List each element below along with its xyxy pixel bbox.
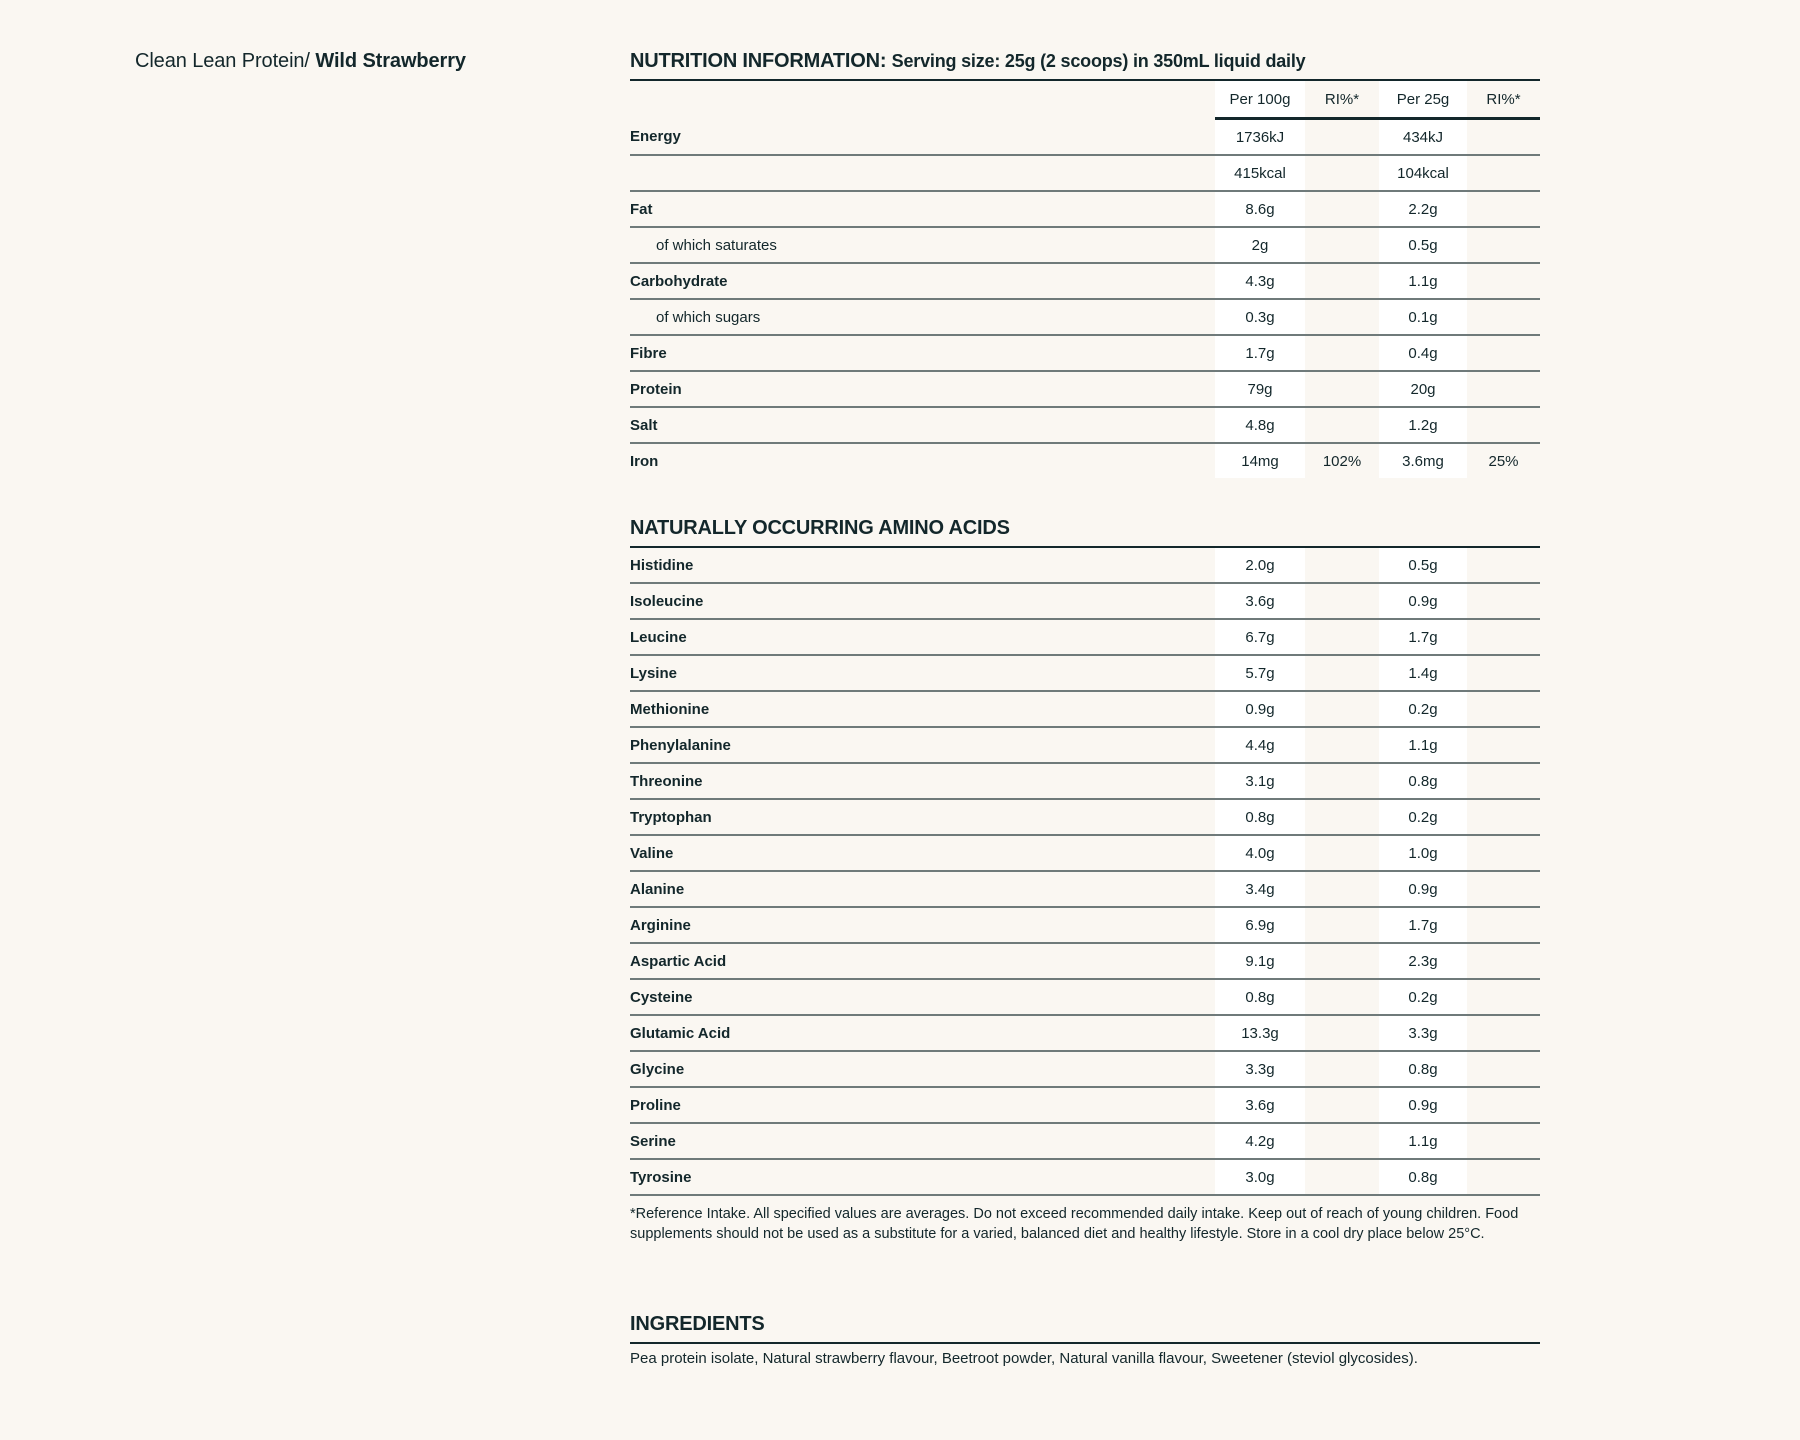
table-row [630,979,1540,1015]
value-ri-25 [1467,871,1540,907]
value-per100: 415kcal [1215,155,1305,191]
value-per25: 434kJ [1379,119,1467,156]
value-per100: 2g [1215,227,1305,263]
table-row [630,155,1540,191]
value-ri-100 [1305,227,1379,263]
value-ri-100 [1305,1123,1379,1159]
value-ri-25: 25% [1488,452,1519,470]
value-per100: 1736kJ [1215,119,1305,156]
row-label: Fibre [630,335,1215,371]
table-row [630,1159,1540,1195]
value-per25: 2.2g [1379,191,1467,227]
value-ri-25 [1467,371,1540,407]
table-row [630,299,1540,335]
value-per25: 0.5g [1379,548,1467,583]
value-ri-25 [1467,943,1540,979]
table-row [630,871,1540,907]
value-ri-25 [1467,907,1540,943]
row-label: Lysine [630,655,1215,691]
ingredients-text: Pea protein isolate, Natural strawberry flavour, Beetroot powder, Natural vanilla flavour, Sweetener (steviol glycosides). [630,1350,1418,1367]
value-per100: 3.3g [1215,1051,1305,1087]
value-ri-25 [1467,119,1540,156]
value-ri-25 [1467,1123,1540,1159]
value-ri-100 [1305,655,1379,691]
value-per25: 1.2g [1379,407,1467,443]
value-per25: 1.1g [1379,727,1467,763]
nutrition-title: NUTRITION INFORMATION: [630,50,887,72]
value-ri-100 [1305,263,1379,299]
value-ri-25 [1467,1051,1540,1087]
value-per100: 2.0g [1215,548,1305,583]
value-per25: 0.9g [1379,583,1467,619]
table-row [630,1087,1540,1123]
value-per100: 9.1g [1215,943,1305,979]
value-ri-25 [1467,407,1540,443]
value-ri-100 [1305,191,1379,227]
table-row [630,1051,1540,1087]
header-ri-25: RI%* [1467,81,1540,119]
row-label: Aspartic Acid [630,943,1215,979]
row-label: Glycine [630,1051,1215,1087]
row-label: Tyrosine [630,1159,1215,1195]
value-per100: 0.9g [1215,691,1305,727]
value-per100: 3.6g [1215,583,1305,619]
value-per100: 3.0g [1215,1159,1305,1195]
value-ri-25 [1467,155,1540,191]
value-per100: 14mg [1215,443,1305,478]
value-ri-25 [1467,299,1540,335]
value-per100: 0.8g [1215,799,1305,835]
table-row [630,655,1540,691]
value-per100: 8.6g [1215,191,1305,227]
value-ri-25 [1467,799,1540,835]
value-per100: 13.3g [1215,1015,1305,1051]
value-ri-25 [1467,191,1540,227]
table-row [630,119,1540,156]
row-label: Isoleucine [630,583,1215,619]
table-row [630,548,1540,583]
value-ri-25 [1467,1015,1540,1051]
table-row [630,1123,1540,1159]
table-row [630,443,1540,478]
value-per100: 6.9g [1215,907,1305,943]
value-per100: 4.2g [1215,1123,1305,1159]
amino-section [630,517,1540,1244]
product-flavour: Wild Strawberry [315,50,466,72]
row-label: Protein [630,371,1215,407]
table-row [630,799,1540,835]
value-per25: 0.8g [1379,763,1467,799]
value-per25: 0.8g [1379,1159,1467,1195]
amino-heading: NATURALLY OCCURRING AMINO ACIDS [630,517,1540,548]
value-ri-100 [1305,1087,1379,1123]
value-per25: 1.7g [1379,619,1467,655]
value-ri-100 [1305,155,1379,191]
value-ri-25 [1467,727,1540,763]
row-label: Tryptophan [630,799,1215,835]
value-per25: 1.0g [1379,835,1467,871]
value-ri-100: 102% [1322,452,1362,470]
value-per100: 4.8g [1215,407,1305,443]
product-name: Clean Lean Protein/ [135,50,310,72]
value-per25: 0.8g [1379,1051,1467,1087]
row-label: Iron [630,452,659,470]
value-ri-25 [1467,1087,1540,1123]
table-row [630,335,1540,371]
ingredients-section [630,1313,1540,1367]
value-ri-25 [1467,583,1540,619]
row-label: Carbohydrate [630,263,1215,299]
value-per100: 3.1g [1215,763,1305,799]
ingredients-heading: INGREDIENTS [630,1313,1540,1344]
row-label: Valine [630,835,1215,871]
value-per25: 0.2g [1379,691,1467,727]
row-label: Histidine [630,548,1215,583]
value-per25: 20g [1379,371,1467,407]
value-ri-100 [1305,548,1379,583]
row-label: Serine [630,1123,1215,1159]
value-ri-100 [1305,1015,1379,1051]
value-per100: 6.7g [1215,619,1305,655]
table-row [630,583,1540,619]
value-ri-25 [1467,263,1540,299]
header-blank [630,81,1215,119]
row-label: Threonine [630,763,1215,799]
value-ri-100 [1305,907,1379,943]
value-per100: 4.3g [1215,263,1305,299]
table-row [630,619,1540,655]
row-label: Methionine [630,691,1215,727]
row-label: Leucine [630,619,1215,655]
value-per100: 0.8g [1215,979,1305,1015]
value-ri-100 [1305,979,1379,1015]
row-label: Cysteine [630,979,1215,1015]
value-ri-100 [1305,871,1379,907]
value-ri-100 [1305,835,1379,871]
value-per25: 1.4g [1379,655,1467,691]
value-ri-25 [1467,763,1540,799]
row-label: Fat [630,191,1215,227]
value-per25: 104kcal [1379,155,1467,191]
value-per25: 0.1g [1379,299,1467,335]
row-label: of which sugars [630,299,1215,335]
row-label: Proline [630,1087,1215,1123]
value-per100: 1.7g [1215,335,1305,371]
value-per100: 4.4g [1215,727,1305,763]
row-label: Salt [630,407,1215,443]
table-row [630,727,1540,763]
value-per25: 0.2g [1379,979,1467,1015]
header-per100: Per 100g [1215,81,1305,119]
row-label: Arginine [630,907,1215,943]
amino-table [630,548,1540,1196]
table-row [630,227,1540,263]
value-ri-100 [1305,119,1379,156]
value-ri-25 [1467,691,1540,727]
row-label: of which saturates [630,227,1215,263]
value-ri-100 [1305,1051,1379,1087]
value-ri-100 [1305,799,1379,835]
value-ri-100 [1305,763,1379,799]
value-ri-25 [1467,335,1540,371]
nutrition-header-row [630,81,1540,119]
value-per25: 0.9g [1379,1087,1467,1123]
value-ri-100 [1305,691,1379,727]
header-per25: Per 25g [1379,81,1467,119]
nutrition-section [630,50,1540,478]
value-per100: 79g [1215,371,1305,407]
value-per25: 3.6mg [1379,443,1467,478]
row-label: Phenylalanine [630,727,1215,763]
value-ri-100 [1305,371,1379,407]
table-row [630,1015,1540,1051]
table-row [630,407,1540,443]
table-row [630,835,1540,871]
nutrition-heading [630,50,1540,81]
value-ri-100 [1305,619,1379,655]
value-per25: 2.3g [1379,943,1467,979]
value-per25: 1.7g [1379,907,1467,943]
value-ri-25 [1467,655,1540,691]
value-per25: 1.1g [1379,1123,1467,1159]
value-ri-100 [1305,1159,1379,1195]
value-ri-100 [1305,943,1379,979]
value-ri-25 [1467,979,1540,1015]
value-ri-25 [1467,227,1540,263]
table-row [630,371,1540,407]
row-label [630,155,1215,191]
value-ri-100 [1305,299,1379,335]
value-per100: 3.6g [1215,1087,1305,1123]
value-per25: 0.4g [1379,335,1467,371]
value-per100: 3.4g [1215,871,1305,907]
value-ri-100 [1305,407,1379,443]
value-ri-100 [1305,335,1379,371]
table-row [630,263,1540,299]
nutrition-table [630,81,1540,478]
value-per100: 4.0g [1215,835,1305,871]
value-ri-100 [1305,727,1379,763]
serving-size: Serving size: 25g (2 scoops) in 350mL liquid daily [891,51,1306,71]
value-ri-25 [1467,1159,1540,1195]
value-per25: 3.3g [1379,1015,1467,1051]
product-title [135,50,466,73]
value-ri-100 [1305,583,1379,619]
value-ri-25 [1467,619,1540,655]
table-row [630,191,1540,227]
table-row [630,907,1540,943]
value-ri-25 [1467,835,1540,871]
value-ri-25 [1467,548,1540,583]
value-per25: 0.9g [1379,871,1467,907]
value-per100: 0.3g [1215,299,1305,335]
table-row [630,943,1540,979]
value-per25: 0.2g [1379,799,1467,835]
header-ri-100: RI%* [1305,81,1379,119]
value-per25: 1.1g [1379,263,1467,299]
row-label: Energy [630,119,1215,156]
table-row [630,763,1540,799]
footnote: *Reference Intake. All specified values are averages. Do not exceed recommended daily intake. Keep out of reach of young children. Food supplements should not be used as a substitute for a varied, balanced diet and healthy lifestyle. Store in a cool dry place below 25°C. [630,1206,1519,1242]
value-per25: 0.5g [1379,227,1467,263]
table-row [630,691,1540,727]
value-per100: 5.7g [1215,655,1305,691]
row-label: Alanine [630,871,1215,907]
row-label: Glutamic Acid [630,1015,1215,1051]
